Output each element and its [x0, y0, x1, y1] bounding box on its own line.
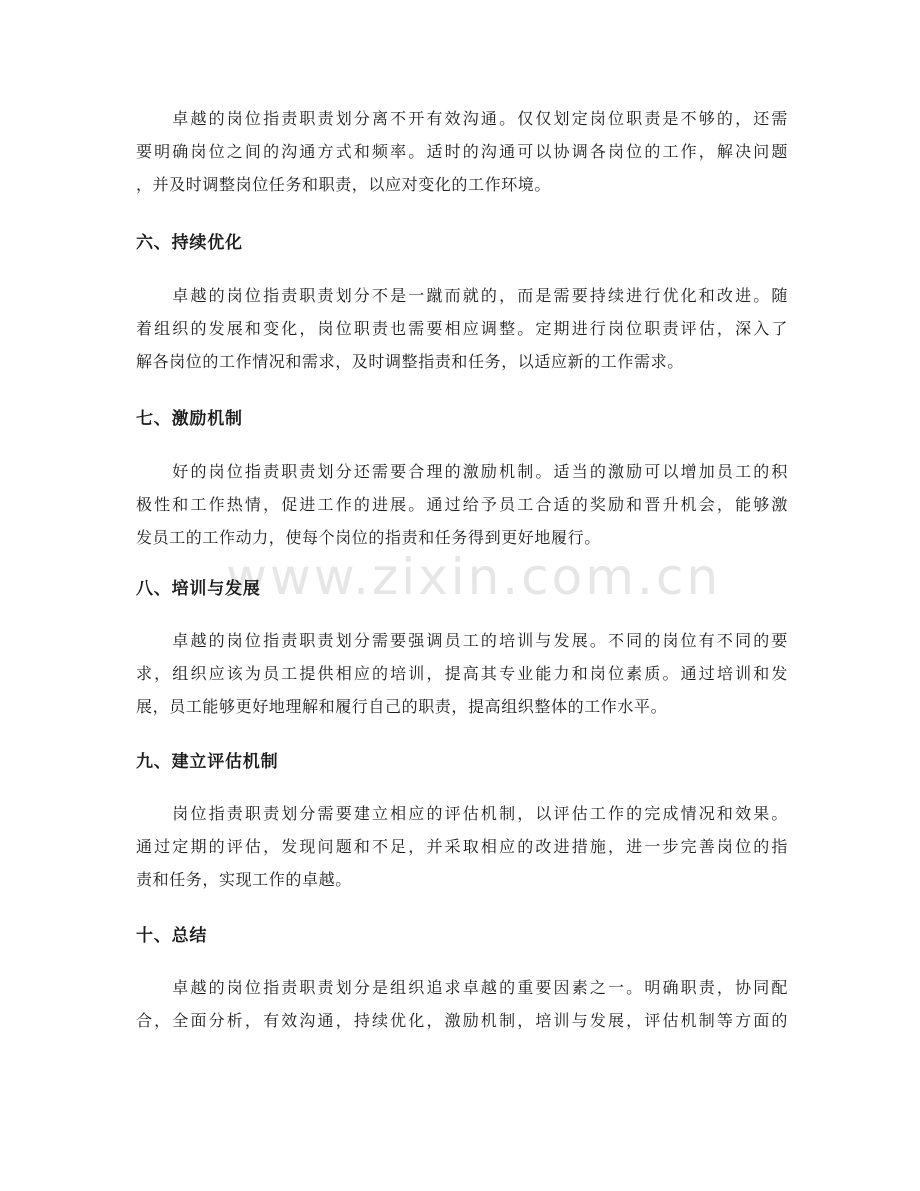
paragraph-line: 极性和工作热情，促进工作的进展。通过给予员工合适的奖励和晋升机会，能够激 — [136, 495, 788, 514]
paragraph-summary — [136, 971, 788, 1037]
paragraph-line: 卓越的岗位指责职责划分需要强调员工的培训与发展。不同的岗位有不同的要 — [136, 631, 788, 650]
paragraph-line: 求，组织应该为员工提供相应的培训，提高其专业能力和岗位素质。通过培训和发 — [136, 664, 788, 683]
paragraph-evaluation-mechanism — [136, 797, 788, 896]
section-heading-training-development: 八、培训与发展 — [136, 579, 261, 599]
paragraph-incentive-mechanism — [136, 455, 788, 554]
paragraph-line: 好的岗位指责职责划分还需要合理的激励机制。适当的激励可以增加员工的积 — [136, 462, 788, 481]
paragraph-communication — [136, 102, 788, 201]
paragraph-line: 通过定期的评估，发现问题和不足，并采取相应的改进措施，进一步完善岗位的指 — [136, 837, 788, 856]
paragraph-line: 合，全面分析，有效沟通，持续优化，激励机制，培训与发展，评估机制等方面的 — [136, 1011, 788, 1030]
watermark-text: www.zixin.com.cn — [226, 548, 722, 606]
paragraph-line: 要明确岗位之间的沟通方式和频率。适时的沟通可以协调各岗位的工作，解决问题 — [136, 142, 788, 161]
paragraph-line: 责和任务，实现工作的卓越。 — [136, 870, 352, 889]
paragraph-line: ，并及时调整岗位任务和职责，以应对变化的工作环境。 — [136, 175, 552, 194]
paragraph-continuous-optimization — [136, 279, 788, 378]
paragraph-line: 卓越的岗位指责职责划分不是一蹴而就的，而是需要持续进行优化和改进。随 — [136, 286, 788, 305]
paragraph-line: 卓越的岗位指责职责划分是组织追求卓越的重要因素之一。明确职责，协同配 — [136, 978, 788, 997]
section-heading-incentive-mechanism: 七、激励机制 — [136, 409, 243, 429]
section-heading-summary: 十、总结 — [136, 926, 208, 946]
paragraph-line: 着组织的发展和变化，岗位职责也需要相应调整。定期进行岗位职责评估，深入了 — [136, 319, 788, 338]
paragraph-line: 解各岗位的工作情况和需求，及时调整指责和任务，以适应新的工作需求。 — [136, 352, 684, 371]
section-heading-continuous-optimization: 六、持续优化 — [136, 233, 243, 253]
section-heading-evaluation-mechanism: 九、建立评估机制 — [136, 752, 279, 772]
paragraph-line: 发员工的工作动力，使每个岗位的指责和任务得到更好地履行。 — [136, 528, 601, 547]
paragraph-line: 岗位指责职责划分需要建立相应的评估机制，以评估工作的完成情况和效果。 — [136, 804, 788, 823]
paragraph-line: 卓越的岗位指责职责划分离不开有效沟通。仅仅划定岗位职责是不够的，还需 — [136, 109, 788, 128]
paragraph-training-development — [136, 624, 788, 723]
paragraph-line: 展，员工能够更好地理解和履行自己的职责，提高组织整体的工作水平。 — [136, 697, 668, 716]
